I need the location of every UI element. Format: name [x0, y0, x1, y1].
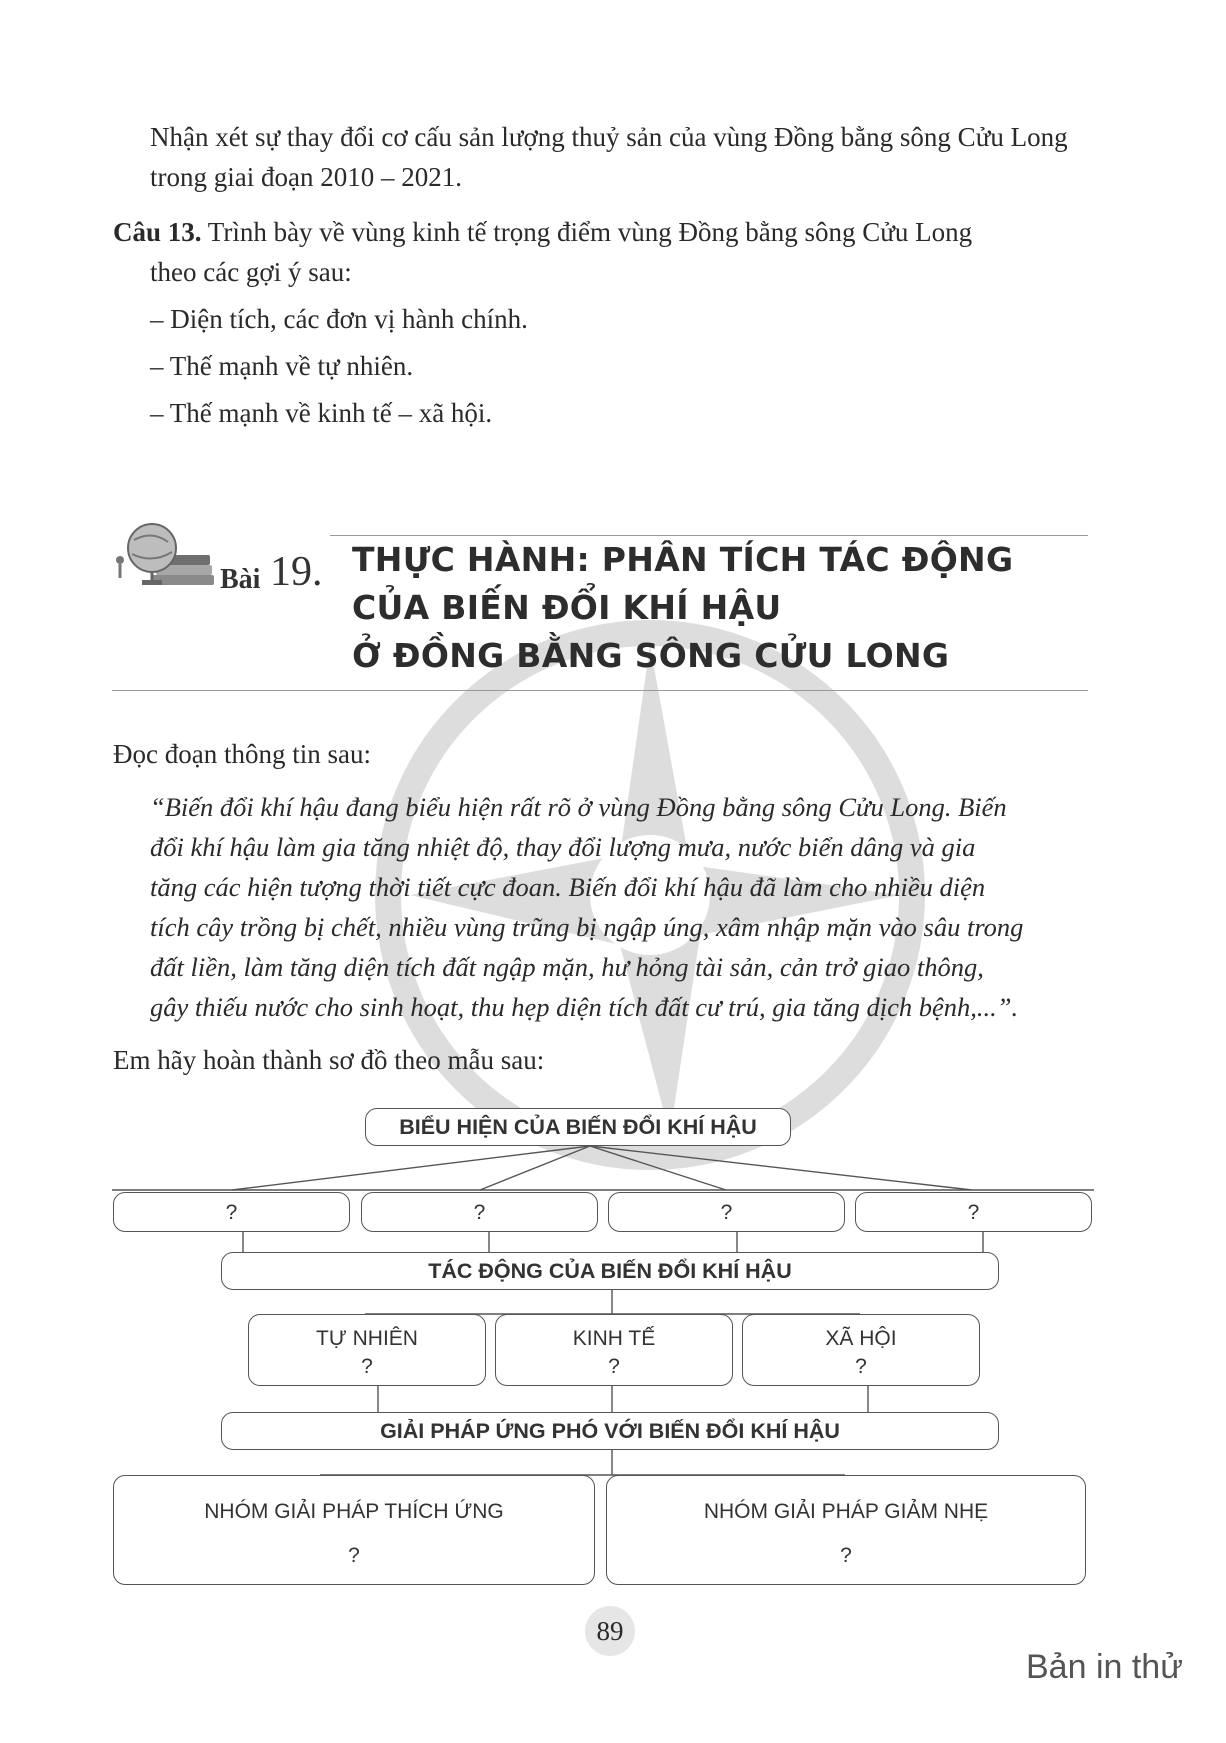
solution-title-box	[221, 1412, 999, 1450]
manifest-value-3: ?	[720, 1201, 733, 1224]
quote-line-5: đất liền, làm tăng diện tích đất ngập mặn, hư hỏng tài sản, cản trở giao thông,	[150, 952, 984, 982]
impact-box-society[interactable]	[742, 1314, 980, 1386]
impact-box-nature[interactable]	[248, 1314, 486, 1386]
impact-value-nature: ?	[361, 1355, 373, 1378]
reading-intro: Đọc đoạn thông tin sau:	[113, 739, 371, 769]
q13-line-2: theo các gợi ý sau:	[150, 257, 352, 287]
lesson-title-line-2: CỦA BIẾN ĐỔI KHÍ HẬU	[352, 588, 782, 627]
manifest-value-4: ?	[967, 1201, 980, 1224]
quote-line-3: tăng các hiện tượng thời tiết cực đoan. Biến đổi khí hậu đã làm cho nhiều diện	[150, 872, 986, 902]
q13-text: Trình bày về vùng kinh tế trọng điểm vùng Đồng bằng sông Cửu Long	[207, 217, 973, 247]
lesson-title-line-1: THỰC HÀNH: PHÂN TÍCH TÁC ĐỘNG	[352, 540, 1014, 579]
manifest-title: BIỂU HIỆN CỦA BIẾN ĐỔI KHÍ HẬU	[399, 1115, 757, 1139]
manifest-value-2: ?	[473, 1201, 486, 1224]
impact-value-society: ?	[855, 1355, 867, 1378]
impact-box-economy[interactable]	[495, 1314, 733, 1386]
quote-line-6: gây thiếu nước cho sinh hoạt, thu hẹp diện tích đất cư trú, gia tăng dịch bệnh,...”.	[150, 992, 1019, 1022]
q13-label: Câu 13.	[113, 217, 202, 247]
manifest-box-4[interactable]	[855, 1192, 1092, 1232]
manifest-title-box	[365, 1108, 791, 1146]
impact-label-society: XÃ HỘI	[825, 1327, 897, 1350]
lesson-title-line-3: Ở ĐỒNG BẰNG SÔNG CỬU LONG	[352, 636, 950, 675]
solution-value-adapt: ?	[348, 1544, 360, 1567]
q13-bullet-2: – Thế mạnh về tự nhiên.	[150, 351, 414, 381]
lesson-label: Bài	[220, 564, 261, 595]
q12-line-1: Nhận xét sự thay đổi cơ cấu sản lượng thuỷ sản của vùng Đồng bằng sông Cửu Long	[150, 122, 1068, 152]
quote-line-2: đổi khí hậu làm gia tăng nhiệt độ, thay đổi lượng mưa, nước biển dâng và gia	[150, 832, 976, 862]
q13-bullet-1: – Diện tích, các đơn vị hành chính.	[150, 304, 528, 334]
impact-label-economy: KINH TẾ	[572, 1327, 656, 1350]
lesson-number: 19.	[270, 549, 323, 595]
quote-line-4: tích cây trồng bị chết, nhiều vùng trũng bị ngập úng, xâm nhập mặn vào sâu trong	[150, 912, 1024, 942]
impact-title: TÁC ĐỘNG CỦA BIẾN ĐỔI KHÍ HẬU	[428, 1259, 792, 1283]
q13-bullet-3: – Thế mạnh về kinh tế – xã hội.	[150, 398, 493, 428]
manifest-box-2[interactable]	[361, 1192, 598, 1232]
manifest-value-1: ?	[225, 1201, 238, 1224]
solution-value-mitigate: ?	[840, 1544, 852, 1567]
draft-stamp: Bản in thử	[1026, 1648, 1183, 1686]
impact-label-nature: TỰ NHIÊN	[316, 1327, 418, 1350]
impact-value-economy: ?	[608, 1355, 620, 1378]
solution-box-mitigate[interactable]	[606, 1475, 1086, 1585]
solution-label-adapt: NHÓM GIẢI PHÁP THÍCH ỨNG	[204, 1500, 504, 1523]
manifest-box-3[interactable]	[608, 1192, 845, 1232]
manifest-box-1[interactable]	[113, 1192, 350, 1232]
quote-line-1: “Biến đổi khí hậu đang biểu hiện rất rõ ở vùng Đồng bằng sông Cửu Long. Biến	[150, 792, 1007, 822]
impact-title-box	[221, 1252, 999, 1290]
page-number: 89	[585, 1606, 635, 1656]
solution-label-mitigate: NHÓM GIẢI PHÁP GIẢM NHẸ	[703, 1500, 989, 1523]
solution-title: GIẢI PHÁP ỨNG PHÓ VỚI BIẾN ĐỔI KHÍ HẬU	[380, 1419, 840, 1443]
diagram-task: Em hãy hoàn thành sơ đồ theo mẫu sau:	[113, 1045, 545, 1075]
q12-line-2: trong giai đoạn 2010 – 2021.	[150, 162, 462, 192]
solution-box-adapt[interactable]	[113, 1475, 595, 1585]
